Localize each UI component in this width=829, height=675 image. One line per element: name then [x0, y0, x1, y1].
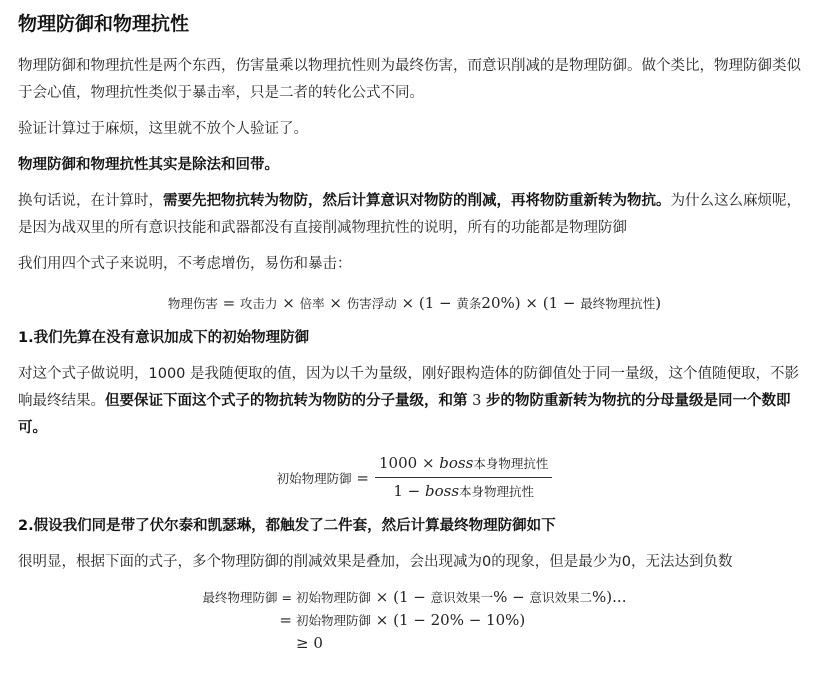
formula1-f5-open: (1 − [542, 294, 576, 312]
row1-label-initial: 初始物理防御 [295, 590, 371, 605]
row1-mid2: % − [493, 588, 525, 606]
row1-label-effect1: 意识效果一 [430, 590, 494, 605]
numerator-label: 本身物理抗性 [473, 456, 549, 471]
formula1-f4-open: (1 − [418, 294, 452, 312]
four-formula-intro: 我们用四个式子来说明，不考虑增伤，易伤和暴击： [18, 256, 352, 272]
fraction-numerator [375, 452, 552, 478]
row2-equals: = [279, 611, 292, 629]
row1-mid: × (1 − [375, 588, 426, 606]
verify-note: 验证计算过于麻烦，这里就不放个人验证了。 [18, 121, 308, 137]
section2-heading: 2.假设我们同是带了伏尔泰和凯瑟琳，都触发了二件套，然后计算最终物理防御如下 [18, 518, 556, 534]
damage-formula: 物理伤害 = 攻击力 × 倍率 × 伤害浮动 × (1 − 黄条20%) × (1 − 最终物理抗性) [167, 294, 662, 312]
formula1-f4-value: 20%) [481, 294, 521, 312]
formula1-term-float: 伤害浮动 [346, 296, 397, 311]
final-defense-row3: ≥ 0 [295, 634, 323, 652]
denominator-value: 1 − [393, 482, 421, 500]
denominator-var: boss [424, 482, 460, 500]
final-defense-row1 [296, 586, 626, 609]
row2-expr: × (1 − 20% − 10%) [375, 611, 526, 629]
section2-paragraph: 很明显，根据下面的式子，多个物理防御的削减效果是叠加，会出现减为0的现象，但是最少为0，无法达到负数 [18, 554, 733, 570]
initial-defense-lhs: 初始物理防御 [276, 470, 352, 486]
key-point: 物理防御和物理抗性其实是除法和回带。 [18, 157, 279, 173]
row1-label-effect2: 意识效果二 [529, 590, 593, 605]
fraction-denominator [389, 478, 538, 503]
formula1-lhs: 物理伤害 [167, 296, 218, 311]
section1-bold-1: 但要保证下面这个式子的物抗转为物防的分子量级，和第 [105, 393, 468, 409]
formula1-term-multiplier: 倍率 [299, 296, 325, 311]
formula1-f5-label: 最终物理抗性 [580, 296, 656, 311]
final-defense-formula [18, 586, 811, 655]
row2-label-initial: 初始物理防御 [295, 613, 371, 628]
numerator-value: 1000 × [379, 454, 435, 472]
row3-spacer [203, 632, 292, 655]
final-defense-row2 [296, 609, 626, 632]
intro-paragraph: 物理防御和物理抗性是两个东西，伤害量乘以物理抗性则为最终伤害，而意识削减的是物理防御。做个类比，物理防御类似于会心值，物理抗性类似于暴击率，只是二者的转化公式不同。 [18, 58, 801, 101]
section1-text: 对这个式子做说明，1000 是我随便取的值，因为以千为量级，刚好跟构造体的防御值处于同一量级，这个值随便取，不影响最终结果。 [18, 366, 800, 409]
explain-before: 换句话说，在计算时， [18, 193, 163, 209]
row1-tail: %)... [592, 588, 627, 606]
explain-bold: 需要先把物抗转为物防，然后计算意识对物防的削减，再将物防重新转为物抗。 [163, 193, 671, 209]
explain-paragraph [18, 188, 811, 242]
numerator-var: boss [439, 454, 474, 472]
formula1-term-attack: 攻击力 [240, 296, 278, 311]
final-defense-lhs: 最终物理防御 = [202, 590, 292, 605]
section1-bold-2: 步的物防重新转为物抗的分母量级是同一个数即可。 [18, 393, 791, 436]
initial-defense-fraction [375, 452, 552, 503]
formula1-f5-close: ) [655, 294, 662, 312]
explain-after: 为什么这么麻烦呢，是因为战双里的所有意识技能和武器都没有直接削减物理抗性的说明，所有的功能都是物理防御 [18, 193, 801, 236]
initial-defense-formula: 初始物理防御 = $\frac{\text{1000 × boss本身物理抗性}}{\text{1 − boss本身物理抗性}}$ [18, 452, 811, 503]
formula1-f4-label: 黄条 [456, 296, 482, 311]
denominator-label: 本身物理抗性 [459, 484, 535, 499]
section1-heading: 1.我们先算在没有意识加成下的初始物理防御 [18, 330, 310, 346]
section1-paragraph [18, 361, 811, 442]
section1-bold-number: 3 [472, 393, 482, 409]
article-title: 物理防御和物理抗性 [18, 13, 190, 35]
